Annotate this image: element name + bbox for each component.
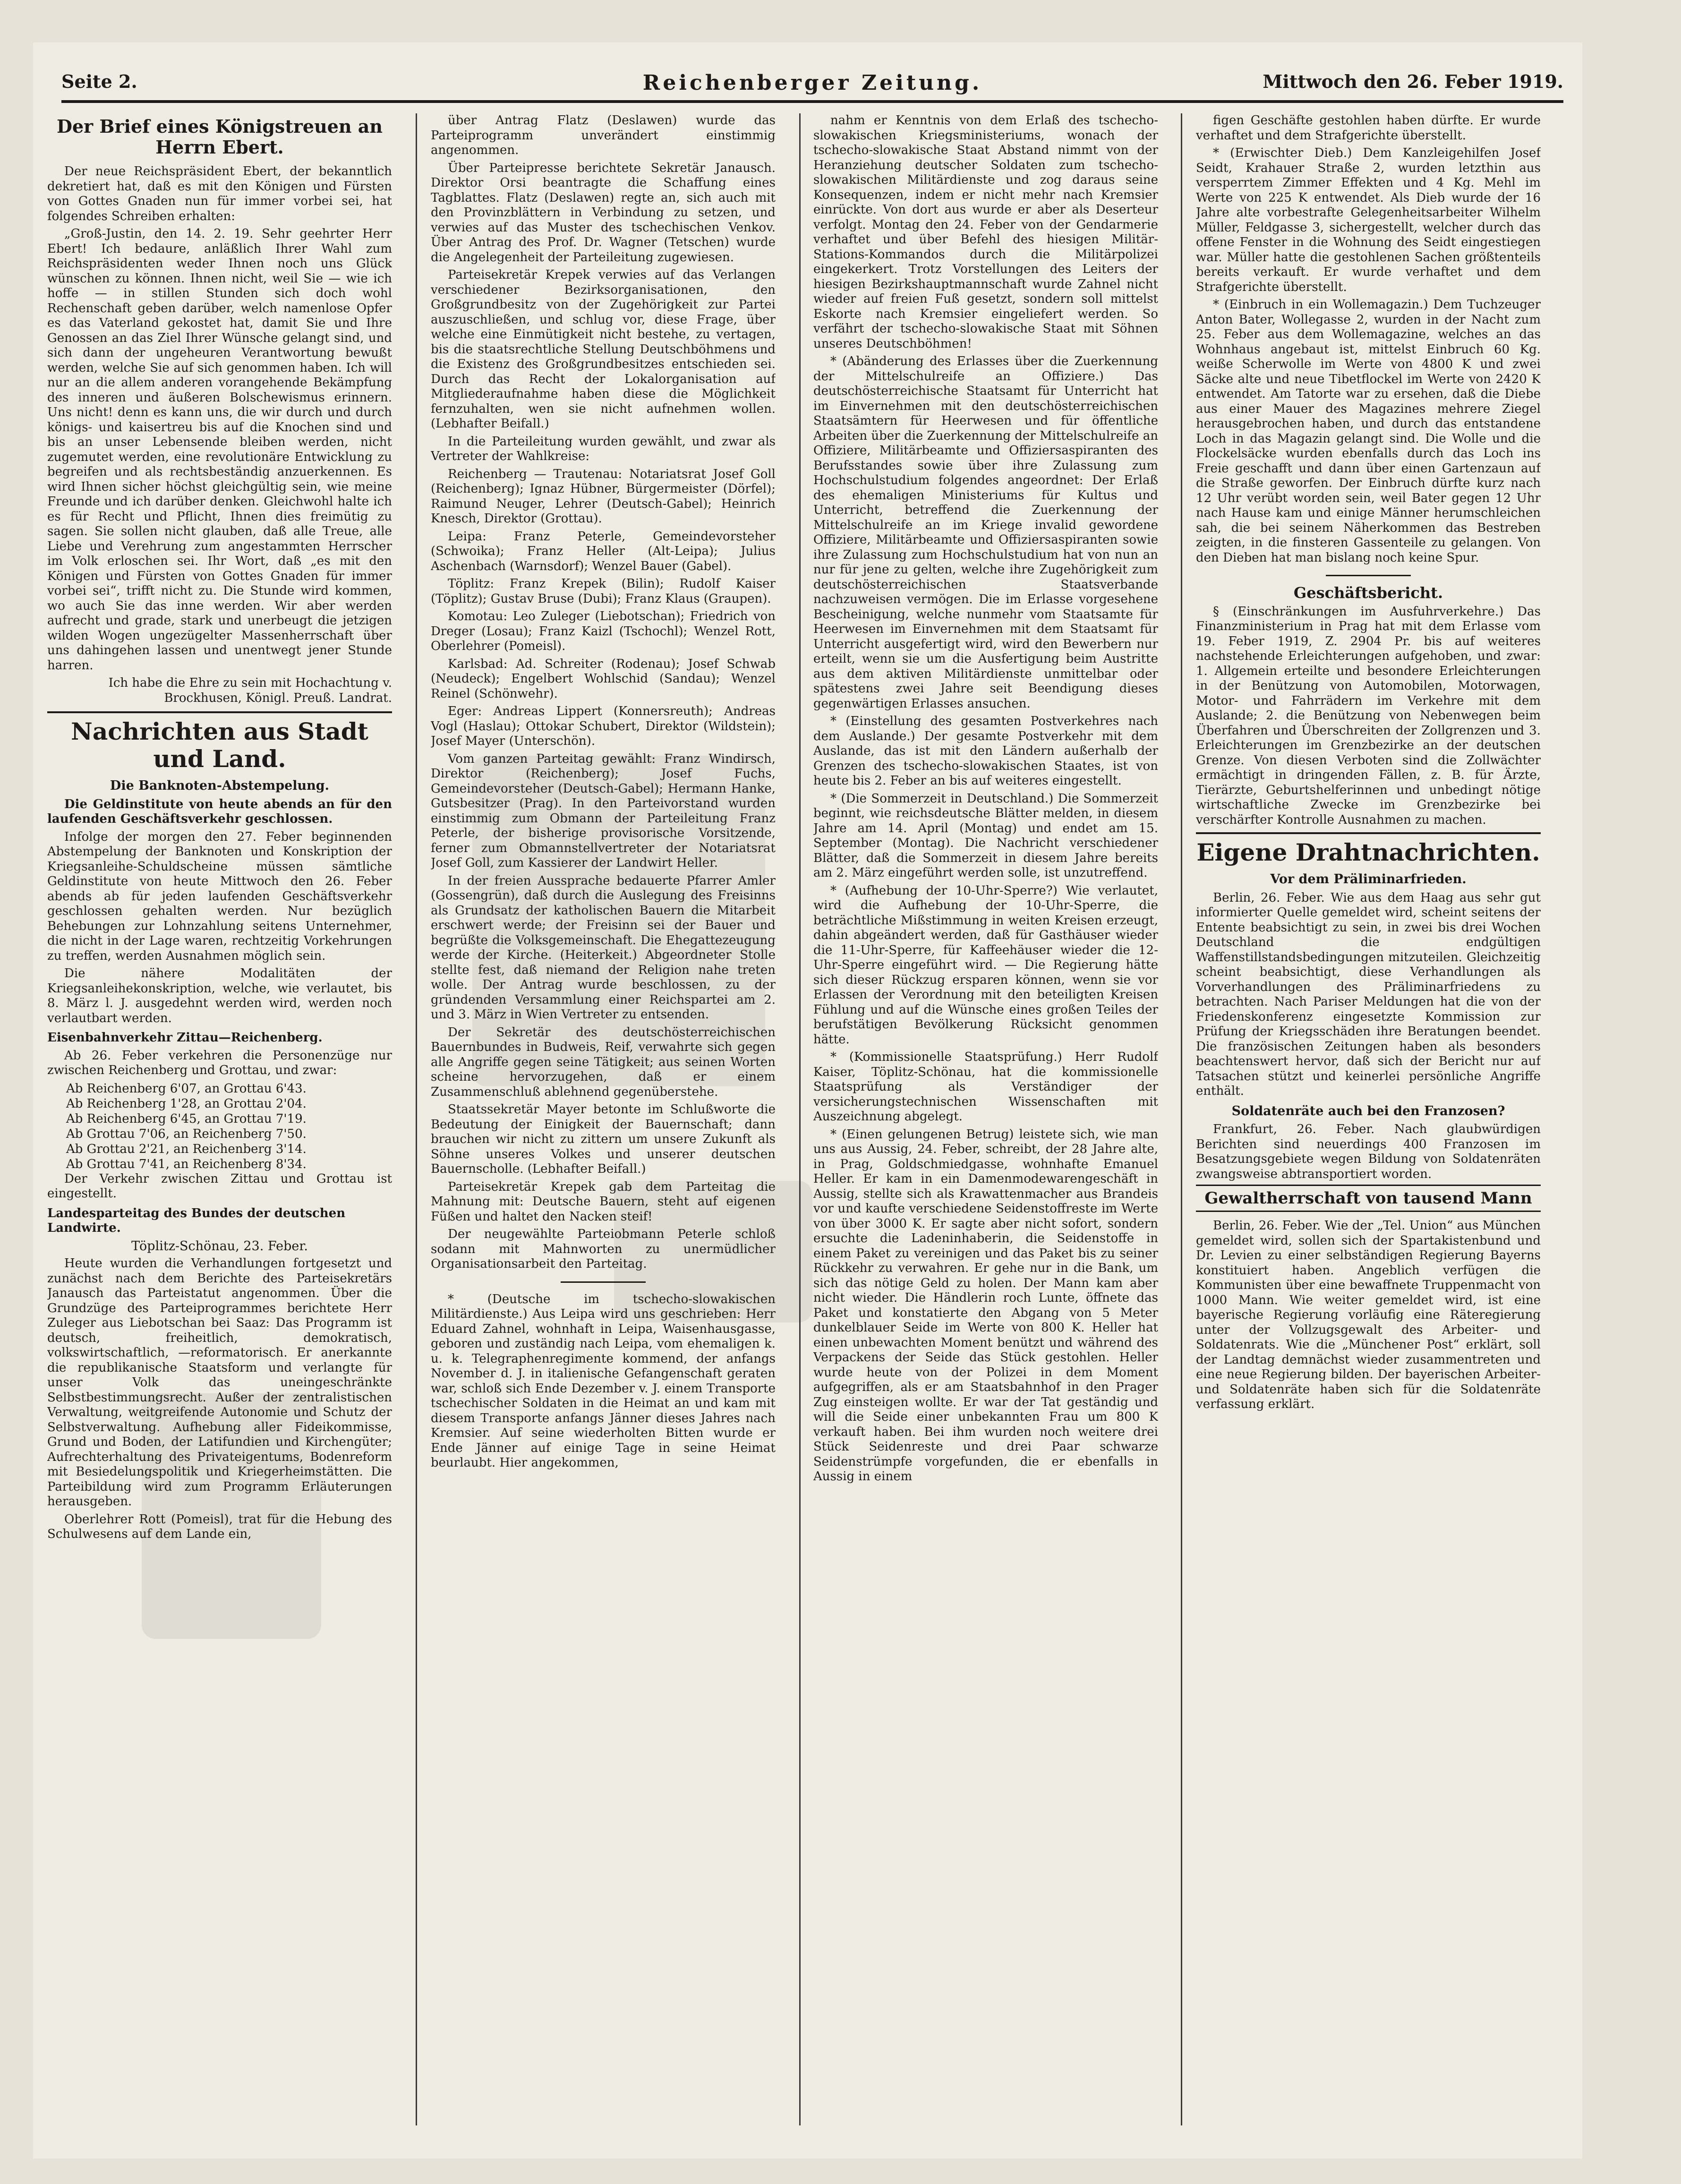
article-paragraph: * (Deutsche im tschecho-slowakischen Militärdienste.) Aus Leipa wird uns geschrieben: Herr Eduard Zahnel, wohnhaft in Leipa, Waisenhausgasse, geboren und zuständig nach Leipa, vom ehemaligen k. u. k. Telegraphenregimente kommend, der anfangs November d. J. in italienische Gefangenschaft geraten war, schloß sich Ende Dezember v. J. einem Transporte tschechischer Soldaten in die Heimat an und kam mit diesem Transporte anfangs Jänner dieses Jahres nach Kremsier. Auf seine wiederholten Bitten wurde er Ende Jänner auf einige Tage in seine Heimat beurlaubt. Hier angekommen,	[431, 1292, 776, 1470]
dateline: Töplitz-Schönau, 23. Feber.	[131, 1238, 308, 1254]
divider	[1326, 575, 1411, 576]
article-paragraph: * (Einstellung des gesamten Postverkehres nach dem Auslande.) Der gesamte Postverkehr mit dem Auslande, das ist mit den Ländern außerhalb der Grenzen des tschecho-slowakischen Staates, ist von heute bis 2. Feber an bis auf weiteres eingestellt.	[813, 714, 1158, 788]
column-rule	[799, 113, 801, 2125]
column-3	[813, 113, 1158, 2125]
article-paragraph: Parteisekretär Krepek gab dem Parteitag die Mahnung mit: Deutsche Bauern, steht auf eigenen Füßen und haltet den Nacken steif!	[431, 1179, 776, 1224]
article-paragraph: Der Sekretär des deutschösterreichischen Bauernbundes in Budweis, Reif, verwahrte sich gegen alle Angriffe gegen seine Tätigkeit; aus seinen Worten scheine hervorzugehen, daß er einem Zusammenschluß ablehnend gegenüberstehe.	[431, 1025, 776, 1099]
article-paragraph: Ab 26. Feber verkehren die Personenzüge nur zwischen Reichenberg und Grottau, und zwar:	[47, 1048, 392, 1077]
article-paragraph: Der Verkehr zwischen Zittau und Grottau ist eingestellt.	[47, 1171, 392, 1201]
page-number: Seite 2.	[61, 71, 137, 92]
article-paragraph: Vom ganzen Parteitag gewählt: Franz Windirsch, Direktor (Reichenberg); Josef Fuchs, Gemeindevorsteher (Deutsch-Gabel); Hermann Hanke, Gutsbesitzer (Prag). In den Parteivorstand wurden einstimmig zum Obmann der Parteileitung Franz Peterle, der bisherige provisorische Vorsitzende, ferner zum Obmannstellvertreter der Notariatsrat Josef Goll, zum Kassierer der Landwirt Heller.	[431, 751, 776, 870]
subsection-title: Eisenbahnverkehr Zittau—Reichenberg.	[47, 1031, 323, 1045]
subsection-title: Vor dem Präliminarfrieden.	[1270, 872, 1467, 887]
article-paragraph: nahm er Kenntnis von dem Erlaß des tschecho-slowakischen Kriegsministeriums, wonach der tschecho-slowakische Staat Abstand nimmt von der Heranziehung deutscher Soldaten zum tschecho-slowakischen Militärdienste und zog daraus seine Konsequenzen, indem er nicht mehr nach Kremsier einrückte. Von dort aus wurde er aber als Deserteur verfolgt. Montag den 24. Feber von der Gendarmerie verhaftet und über Befehl des hiesigen Militär-Stations-Kommandos durch die Militärpolizei eingekerkert. Trotz Vorstellungen des Leiters der hiesigen Bezirkshauptmannschaft wurde Zahnel nicht wieder auf freien Fuß gesetzt, sondern soll mittelst Eskorte nach Kremsier eingeliefert werden. So verfährt der tschecho-slowakische Staat mit Söhnen unseres Deutschböhmen!	[813, 113, 1158, 351]
schedule-row: Ab Reichenberg 6'07, an Grottau 6'43.	[66, 1081, 307, 1096]
article-paragraph: § (Einschränkungen im Ausfuhrverkehre.) Das Finanzministerium in Prag hat mit dem Erlasse vom 19. Feber 1919, Z. 2904 Pr. bis auf weiteres nachstehende Erleichterungen aufgehoben, und zwar: 1. Allgemein erteilte und besondere Erleichterungen in der Benützung von Automobilen, Motorwagen, Motor- und Fahrrädern im Verkehre mit dem Auslande; 2. die Benützung von Nebenwegen beim Überfahren und Überschreiten der Zollgrenzen und 3. Erleichterungen im Grenzbezirke an der deutschen Grenze. Von diesen Verboten sind die Zollwächter ermächtigt in dringenden Fällen, z. B. für Ärzte, Tierärzte, Geburtshelferinnen und unbedingt nötige wirtschaftliche Zwecke im Grenzbezirke bei verschärfter Kontrolle Ausnahmen zu machen.	[1196, 604, 1541, 827]
divider	[561, 1281, 646, 1283]
subsection-title: Soldatenräte auch bei den Franzosen?	[1231, 1103, 1505, 1118]
schedule-row: Ab Reichenberg 1'28, an Grottau 2'04.	[66, 1096, 307, 1111]
section-title: Geschäftsbericht.	[1293, 584, 1443, 602]
article-paragraph: Die nähere Modalitäten der Kriegsanleihekonskription, welche, wie verlautet, bis 8. März l. J. ausgedehnt werden wird, werden noch verlautbart werden.	[47, 966, 392, 1025]
article-title: Der Brief eines Königstreuen an Herrn Ebert.	[57, 116, 383, 158]
article-paragraph: Eger: Andreas Lippert (Konnersreuth); Andreas Vogl (Haslau); Ottokar Schubert, Direktor (Wildstein); Josef Mayer (Unterschön).	[431, 704, 776, 748]
column-1	[47, 113, 392, 2125]
article-paragraph: Frankfurt, 26. Feber. Nach glaubwürdigen Berichten sind neuerdings 400 Franzosen im Besatzungsgebiete wegen Bildung von Soldatenräten zwangsweise abtransportiert worden.	[1196, 1122, 1541, 1181]
lead-paragraph: Die Geldinstitute von heute abends an für den laufenden Geschäftsverkehr geschlossen.	[47, 797, 392, 826]
article-paragraph: figen Geschäfte gestohlen haben dürfte. Er wurde verhaftet und dem Strafgerichte überstellt.	[1196, 113, 1541, 143]
schedule-row: Ab Grottau 2'21, an Reichenberg 3'14.	[66, 1142, 307, 1156]
column-rule	[1181, 113, 1182, 2125]
article-paragraph: Staatssekretär Mayer betonte im Schlußworte die Bedeutung der Einigkeit der Bauernschaft; dann brauchen wir nicht zu zittern um unsere Zukunft als Söhne unseres Volkes und unserer deutschen Bauernscholle. (Lebhafter Beifall.)	[431, 1102, 776, 1176]
article-paragraph: Parteisekretär Krepek verwies auf das Verlangen verschiedener Bezirksorganisationen, den Großgrundbesitz von der Zugehörigkeit zur Partei auszuschließen, und schlug vor, diese Frage, über welche eine Einmütigkeit nicht bestehe, zu vertagen, bis die staatsrechtliche Stellung Deutschböhmens und die Existenz des Großgrundbesitzes entschieden sei. Durch das Recht der Lokalorganisation auf Mitgliederaufnahme haben diese die Möglichkeit fernzuhalten, wen sie nicht aufnehmen wollen. (Lebhafter Beifall.)	[431, 268, 776, 431]
section-title: Eigene Drahtnachrichten.	[1196, 832, 1541, 866]
article-paragraph: * (Aufhebung der 10-Uhr-Sperre?) Wie verlautet, wird die Aufhebung der 10-Uhr-Sperre, die beträchtliche Mißstimmung in weiten Kreisen erzeugt, dahin abgeändert werden, daß für Gasthäuser wieder die 11-Uhr-Sperre, für Kaffeehäuser wieder die 12-Uhr-Sperre eingeführt wird. — Die Regierung hätte sich dieser Rückzug ersparen können, wenn sie vor Erlassen der Verordnung mit den beteiligten Kreisen Fühlung und auf die Wünsche eines großen Teiles der berufstätigen Bevölkerung Rücksicht genommen hätte.	[813, 883, 1158, 1047]
issue-date: Mittwoch den 26. Feber 1919.	[1263, 71, 1563, 92]
article-paragraph: Der neugewählte Parteiobmann Peterle schloß sodann mit Mahnworten zu unermüdlicher Organisationsarbeit den Parteitag.	[431, 1227, 776, 1271]
schedule-row: Ab Grottau 7'06, an Reichenberg 7'50.	[66, 1126, 307, 1141]
article-paragraph: * (Einen gelungenen Betrug) leistete sich, wie man uns aus Aussig, 24. Feber, schreibt, der 28 Jahre alte, in Prag, Goldschmiedgasse, wohnhafte Emanuel Heller. Er kam in ein Damenmodewarengeschäft in Aussig, stellte sich als Krawattenmacher aus Brandeis vor und kaufte verschiedene Seidenstoffreste im Werte von über 3000 K. Er sagte aber nicht sofort, sondern ersuchte die Ladeninhaberin, die Seidenstoffe in einem Paket zu vereinigen und das Paket bis zu seiner Rückkehr zu verwahren. Er gehe nur in die Bank, um sich das nötige Geld zu holen. Der Mann kam aber nicht wieder. Die Händlerin roch Lunte, öffnete das Paket und konstatierte den Abgang von 5 Meter dunkelblauer Seide im Werte von 800 K. Heller hat einen unbewachten Moment benützt und während des Verpackens der Seide das Stück gestohlen. Heller wurde heute von der Polizei in dem Moment aufgegriffen, als er am Staatsbahnhof in den Prager Zug einsteigen wollte. Er war der Tat geständig und will die Seide einer unbekannten Frau um 800 K verkauft haben. Bei ihm wurden noch weitere drei Stück Seidenreste und drei Paar schwarze Seidenstrümpfe vorgefunden, die er ebenfalls in Aussig in einem	[813, 1127, 1158, 1484]
article-paragraph: Über Parteipresse berichtete Sekretär Janausch. Direktor Orsi beantragte die Schaffung eines Tagblattes. Flatz (Deslawen) regte an, sich auch mit den Provinzblättern in Verbindung zu setzen, und verwies auf das Muster des tschechischen Venkov. Über Antrag des Prof. Dr. Wagner (Tetschen) wurde die Angelegenheit der Parteileitung zugewiesen.	[431, 161, 776, 264]
column-4	[1196, 113, 1541, 2125]
page-header	[61, 71, 1563, 99]
newspaper-title: Reichenberger Zeitung.	[642, 71, 982, 95]
article-paragraph: In die Parteileitung wurden gewählt, und zwar als Vertreter der Wahlkreise:	[431, 434, 776, 463]
article-paragraph: Infolge der morgen den 27. Feber beginnenden Abstempelung der Banknoten und Konskription der Kriegsanleihe-Schuldscheine müssen sämtliche Geldinstitute von heute Mittwoch den 26. Feber abends ab für jeden laufenden Geschäftsverkehr geschlossen gehalten werden. Nur bezüglich Behebungen zur Lohnzahlung seitens Unternehmer, die nicht in der Lage waren, rechtzeitig Vorkehrungen zu treffen, werden Ausnahmen möglich sein.	[47, 829, 392, 963]
article-paragraph: über Antrag Flatz (Deslawen) wurde das Parteiprogramm unverändert einstimmig angenommen.	[431, 113, 776, 157]
column-2	[431, 113, 776, 2125]
schedule-row: Ab Reichenberg 6'45, an Grottau 7'19.	[66, 1111, 307, 1126]
subsection-title: Die Banknoten-Abstempelung.	[110, 778, 330, 793]
article-paragraph: * (Abänderung des Erlasses über die Zuerkennung der Mittelschulreife an Offiziere.) Das deutschösterreichische Staatsamt für Unterricht hat im Einvernehmen mit den deutschösterreichischen Staatsämtern für Heerwesen und für öffentliche Arbeiten über die Zuerkennung der Mittelschulreife an Offiziere, Militärbeamte und Offiziersaspiranten des Berufsstandes sowie über ihre Zulassung zum Hochschulstudium folgendes angeordnet: Der Erlaß des ehemaligen Ministeriums für Kultus und Unterricht, betreffend die Zuerkennung der Mittelschulreife an im Kriege invalid gewordene Offiziere, Militärbeamte und Offiziersaspiranten sowie ihre Zulassung zum Hochschulstudium hat von nun an nur für jene zu gelten, welche ihre Zugehörigkeit zum deutschösterreichischen Staatsverbande nachzuweisen vermögen. Die im Erlasse vorgesehene Bescheinigung, welche nunmehr vom Staatsamte für Heerwesen im Einvernehmen mit dem Staatsamt für Unterricht ausgefertigt wird, wird den Bewerbern nur erteilt, wenn sie um die Ausfertigung beim Austritte aus dem aktiven Militärdienste unmittelbar oder spätestens zwei Jahre seit Beendigung dieses gegenwärtigen Erlasses ansuchen.	[813, 354, 1158, 711]
article-paragraph: * (Einbruch in ein Wollemagazin.) Dem Tuchzeuger Anton Bater, Wollegasse 2, wurden in der Nacht zum 25. Feber aus dem Wollemagazine, welches an das Wohnhaus angebaut ist, mittelst Einbruch 60 Kg. weiße Scherwolle im Werte von 4800 K und zwei Säcke alte und neue Tibetflockel im Werte von 2420 K entwendet. Am Tatorte war zu ersehen, daß die Diebe aus einer Mauer des Magazines mehrere Ziegel herausgebrochen haben, und durch das entstandene Loch in das Magazin gelangt sind. Die Wolle und die Flockelsäcke wurden ebenfalls durch das Loch ins Freie geschafft und dann über einen Gartenzaun auf die Straße geworfen. Der Einbruch dürfte kurz nach 12 Uhr verübt worden sein, weil Bater gegen 12 Uhr nach Hause kam und einige Männer herumschleichen sah, die bei seinem Näherkommen das Bestreben zeigten, in die finsteren Gassenteile zu gelangen. Von den Dieben hat man bislang noch keine Spur.	[1196, 298, 1541, 565]
article-paragraph: Oberlehrer Rott (Pomeisl), trat für die Hebung des Schulwesens auf dem Lande ein,	[47, 1512, 392, 1541]
schedule-row: Ab Grottau 7'41, an Reichenberg 8'34.	[66, 1157, 307, 1171]
column-rule	[416, 113, 417, 2125]
article-paragraph: Leipa: Franz Peterle, Gemeindevorsteher (Schwoika); Franz Heller (Alt-Leipa); Julius Aschenbach (Warnsdorf); Wenzel Bauer (Gabel).	[431, 529, 776, 573]
subsection-title: Landesparteitag des Bundes der deutschen Landwirte.	[47, 1206, 346, 1235]
article-paragraph: * (Die Sommerzeit in Deutschland.) Die Sommerzeit beginnt, wie reichsdeutsche Blätter melden, in diesem Jahre am 14. April (Montag) und endet am 15. September (Montag). Die Nachricht verschiedener Blätter, daß die Sommerzeit in diesem Jahre bereits am 2. März eingeführt werden solle, ist unzutreffend.	[813, 791, 1158, 880]
headline-banner: Gewaltherrschaft von tausend Mann	[1196, 1185, 1541, 1212]
article-paragraph: Der neue Reichspräsident Ebert, der bekanntlich dekretiert hat, daß es mit den Königen und Fürsten von Gottes Gnaden nun für immer vorbei sei, hat folgendes Schreiben erhalten:	[47, 164, 392, 223]
article-paragraph: * (Kommissionelle Staatsprüfung.) Herr Rudolf Kaiser, Töplitz-Schönau, hat die kommissionelle Staatsprüfung als Verständiger der versicherungstechnischen Wissenschaften mit Auszeichnung abgelegt.	[813, 1050, 1158, 1124]
article-paragraph: „Groß-Justin, den 14. 2. 19. Sehr geehrter Herr Ebert! Ich bedaure, anläßlich Ihrer Wahl zum Reichspräsidenten weder Ihnen noch uns Glück wünschen zu können. Ihnen nicht, weil Sie — wie ich hoffe — in stillen Stunden sich doch wohl Rechenschaft geben darüber, welch namenlose Opfer es das Vaterland gekostet hat, damit Sie und Ihre Genossen an das Ziel Ihrer Wünsche gelangt sind, und sich dann der ungeheuren Verantwortung bewußt werden, welche Sie auf sich genommen haben. Ich will nur an die allem anderen vorangehende Bekämpfung des inneren und äußeren Bolschewismus erinnern. Uns nicht! denn es kann uns, die wir durch und durch königs- und kaisertreu bis auf die Knochen sind und bis an unser Lebensende bleiben werden, nicht zugemutet werden, eine revolutionäre Entwicklung zu begreifen und als rechtsbeständig anzuerkennen. Es wird Ihnen sicher höchst gleichgültig sein, wie meine Freunde und ich darüber denken. Gleichwohl halte ich es für Recht und Pflicht, Ihnen dies freimütig zu sagen. Sie sollen nicht glauben, daß alle Treue, alle Liebe und Verehrung zum angestammten Herrscher im Volk erloschen sei. Ihr Wort, daß „es mit den Königen und Fürsten von Gottes Gnaden für immer vorbei sei“, trifft nicht zu. Die Stunde wird kommen, wo auch Sie das inne werden. Wir aber werden aufrecht und grade, stark und unerbeugt die jetzigen wilden Wogen ungezügelter Massenherrschaft über uns dahingehen lassen und unentwegt jener Stunde harren.	[47, 227, 392, 673]
section-title: Nachrichten aus Stadt und Land.	[47, 711, 392, 773]
header-rule	[61, 100, 1563, 103]
article-paragraph: * (Erwischter Dieb.) Dem Kanzleigehilfen Josef Seidt, Krahauer Straße 2, wurden letzthin aus versperrtem Zimmer Effekten und 4 Kg. Mehl im Werte von 225 K entwendet. Als Dieb wurde der 16 Jahre alte vorbestrafte Gelegenheitsarbeiter Wilhelm Müller, Feldgasse 3, sichergestellt, welcher durch das offene Fenster in die Wohnung des Seidt eingestiegen war. Müller hatte die gestohlenen Sachen größtenteils bereits verkauft. Er wurde verhaftet und dem Strafgerichte überstellt.	[1196, 146, 1541, 294]
article-paragraph: Karlsbad: Ad. Schreiter (Rodenau); Josef Schwab (Neudeck); Engelbert Wohlschid (Sandau); Wenzel Reinel (Schönwehr).	[431, 657, 776, 701]
article-paragraph: Komotau: Leo Zuleger (Liebotschan); Friedrich von Dreger (Losau); Franz Kaizl (Tschochl); Wenzel Rott, Oberlehrer (Pomeisl).	[431, 609, 776, 653]
signature: Ich habe die Ehre zu sein mit Hochachtung v. Brockhusen, Königl. Preuß. Landrat.	[108, 676, 392, 705]
article-paragraph: Heute wurden die Verhandlungen fortgesetzt und zunächst nach dem Berichte des Parteisekretärs Janausch das Parteistatut angenommen. Über die Grundzüge des Parteiprogrammes berichtete Herr Zuleger aus Liebotschan bei Saaz: Das Programm ist deutsch, freiheitlich, demokratisch, volkswirtschaftlich, —reformatorisch. Er anerkannte die republikanische Staatsform und verlangte für unser Volk das uneingeschränkte Selbstbestimmungsrecht. Außer der zentralistischen Verwaltung, weitgreifende Autonomie und Schutz der Selbstverwaltung. Aufhebung aller Fideikommisse, Grund und Boden, der Latifundien und Kirchengüter; Aufrechterhaltung des Privateigentums, Bodenreform mit Besiedelungspolitik und Kriegerheimstätten. Die Parteibildung wird zum Programm Erläuterungen herausgeben.	[47, 1256, 392, 1509]
article-paragraph: Berlin, 26. Feber. Wie der „Tel. Union“ aus München gemeldet wird, sollen sich der Spartakistenbund und Dr. Levien zu einer selbständigen Regierung Bayerns konstituiert haben. Angeblich verfügen die Kommunisten über eine bewaffnete Truppenmacht von 1000 Mann. Wie weiter gemeldet wird, ist eine bayerische Regierung vorläufig eine Räteregierung unter der Vollzugsgewalt des Arbeiter- und Soldatenrats. Wie die „Münchener Post“ erklärt, soll der Landtag demnächst wieder zusammentreten und eine neue Regierung bilden. Der bayerischen Arbeiter- und Soldatenräte haben sich für die Soldatenräte verfassung erklärt.	[1196, 1219, 1541, 1411]
train-schedule	[47, 1081, 392, 1172]
article-paragraph: Töplitz: Franz Krepek (Bilin); Rudolf Kaiser (Töplitz); Gustav Bruse (Dubi); Franz Klaus (Graupen).	[431, 577, 776, 606]
article-paragraph: Berlin, 26. Feber. Wie aus dem Haag aus sehr gut informierter Quelle gemeldet wird, scheint seitens der Entente beabsichtigt zu sein, in zwei bis drei Wochen Deutschland die endgültigen Waffenstillstandsbedingungen mitzuteilen. Gleichzeitig scheint beabsichtigt, diese Verhandlungen als Vorverhandlungen des Präliminarfriedens zu betrachten. Nach Pariser Meldungen hat die von der Friedenskonferenz eingesetzte Kommission zur Prüfung der Kriegsschäden ihre Beratungen beendet. Die französischen Zeitungen haben als besonders beachtenswert hervor, daß sich der Bericht nur auf Tatsachen stützt und keinerlei persönliche Angriffe enthält.	[1196, 890, 1541, 1098]
article-paragraph: In der freien Aussprache bedauerte Pfarrer Amler (Gossengrün), daß durch die Auslegung des Freisinns als Grundsatz der katholischen Bauern die Mitarbeit erschwert werde; der Freisinn sei der Bauer und begrüßte die Volksgemeinschaft. Die Ehegattezeugung werde der Kirche. (Heiterkeit.) Abgeordneter Stolle stellte fest, daß niemand der Religion nahe treten wolle. Der Antrag wurde beschlossen, zu der gründenden Versammlung einer Reichspartei am 2. und 3. März in Wien Vertreter zu entsenden.	[431, 873, 776, 1022]
article-paragraph: Reichenberg — Trautenau: Notariatsrat Josef Goll (Reichenberg); Ignaz Hübner, Bürgermeister (Dörfel); Raimund Neuger, Lehrer (Deutsch-Gabel); Heinrich Knesch, Direktor (Grottau).	[431, 467, 776, 526]
